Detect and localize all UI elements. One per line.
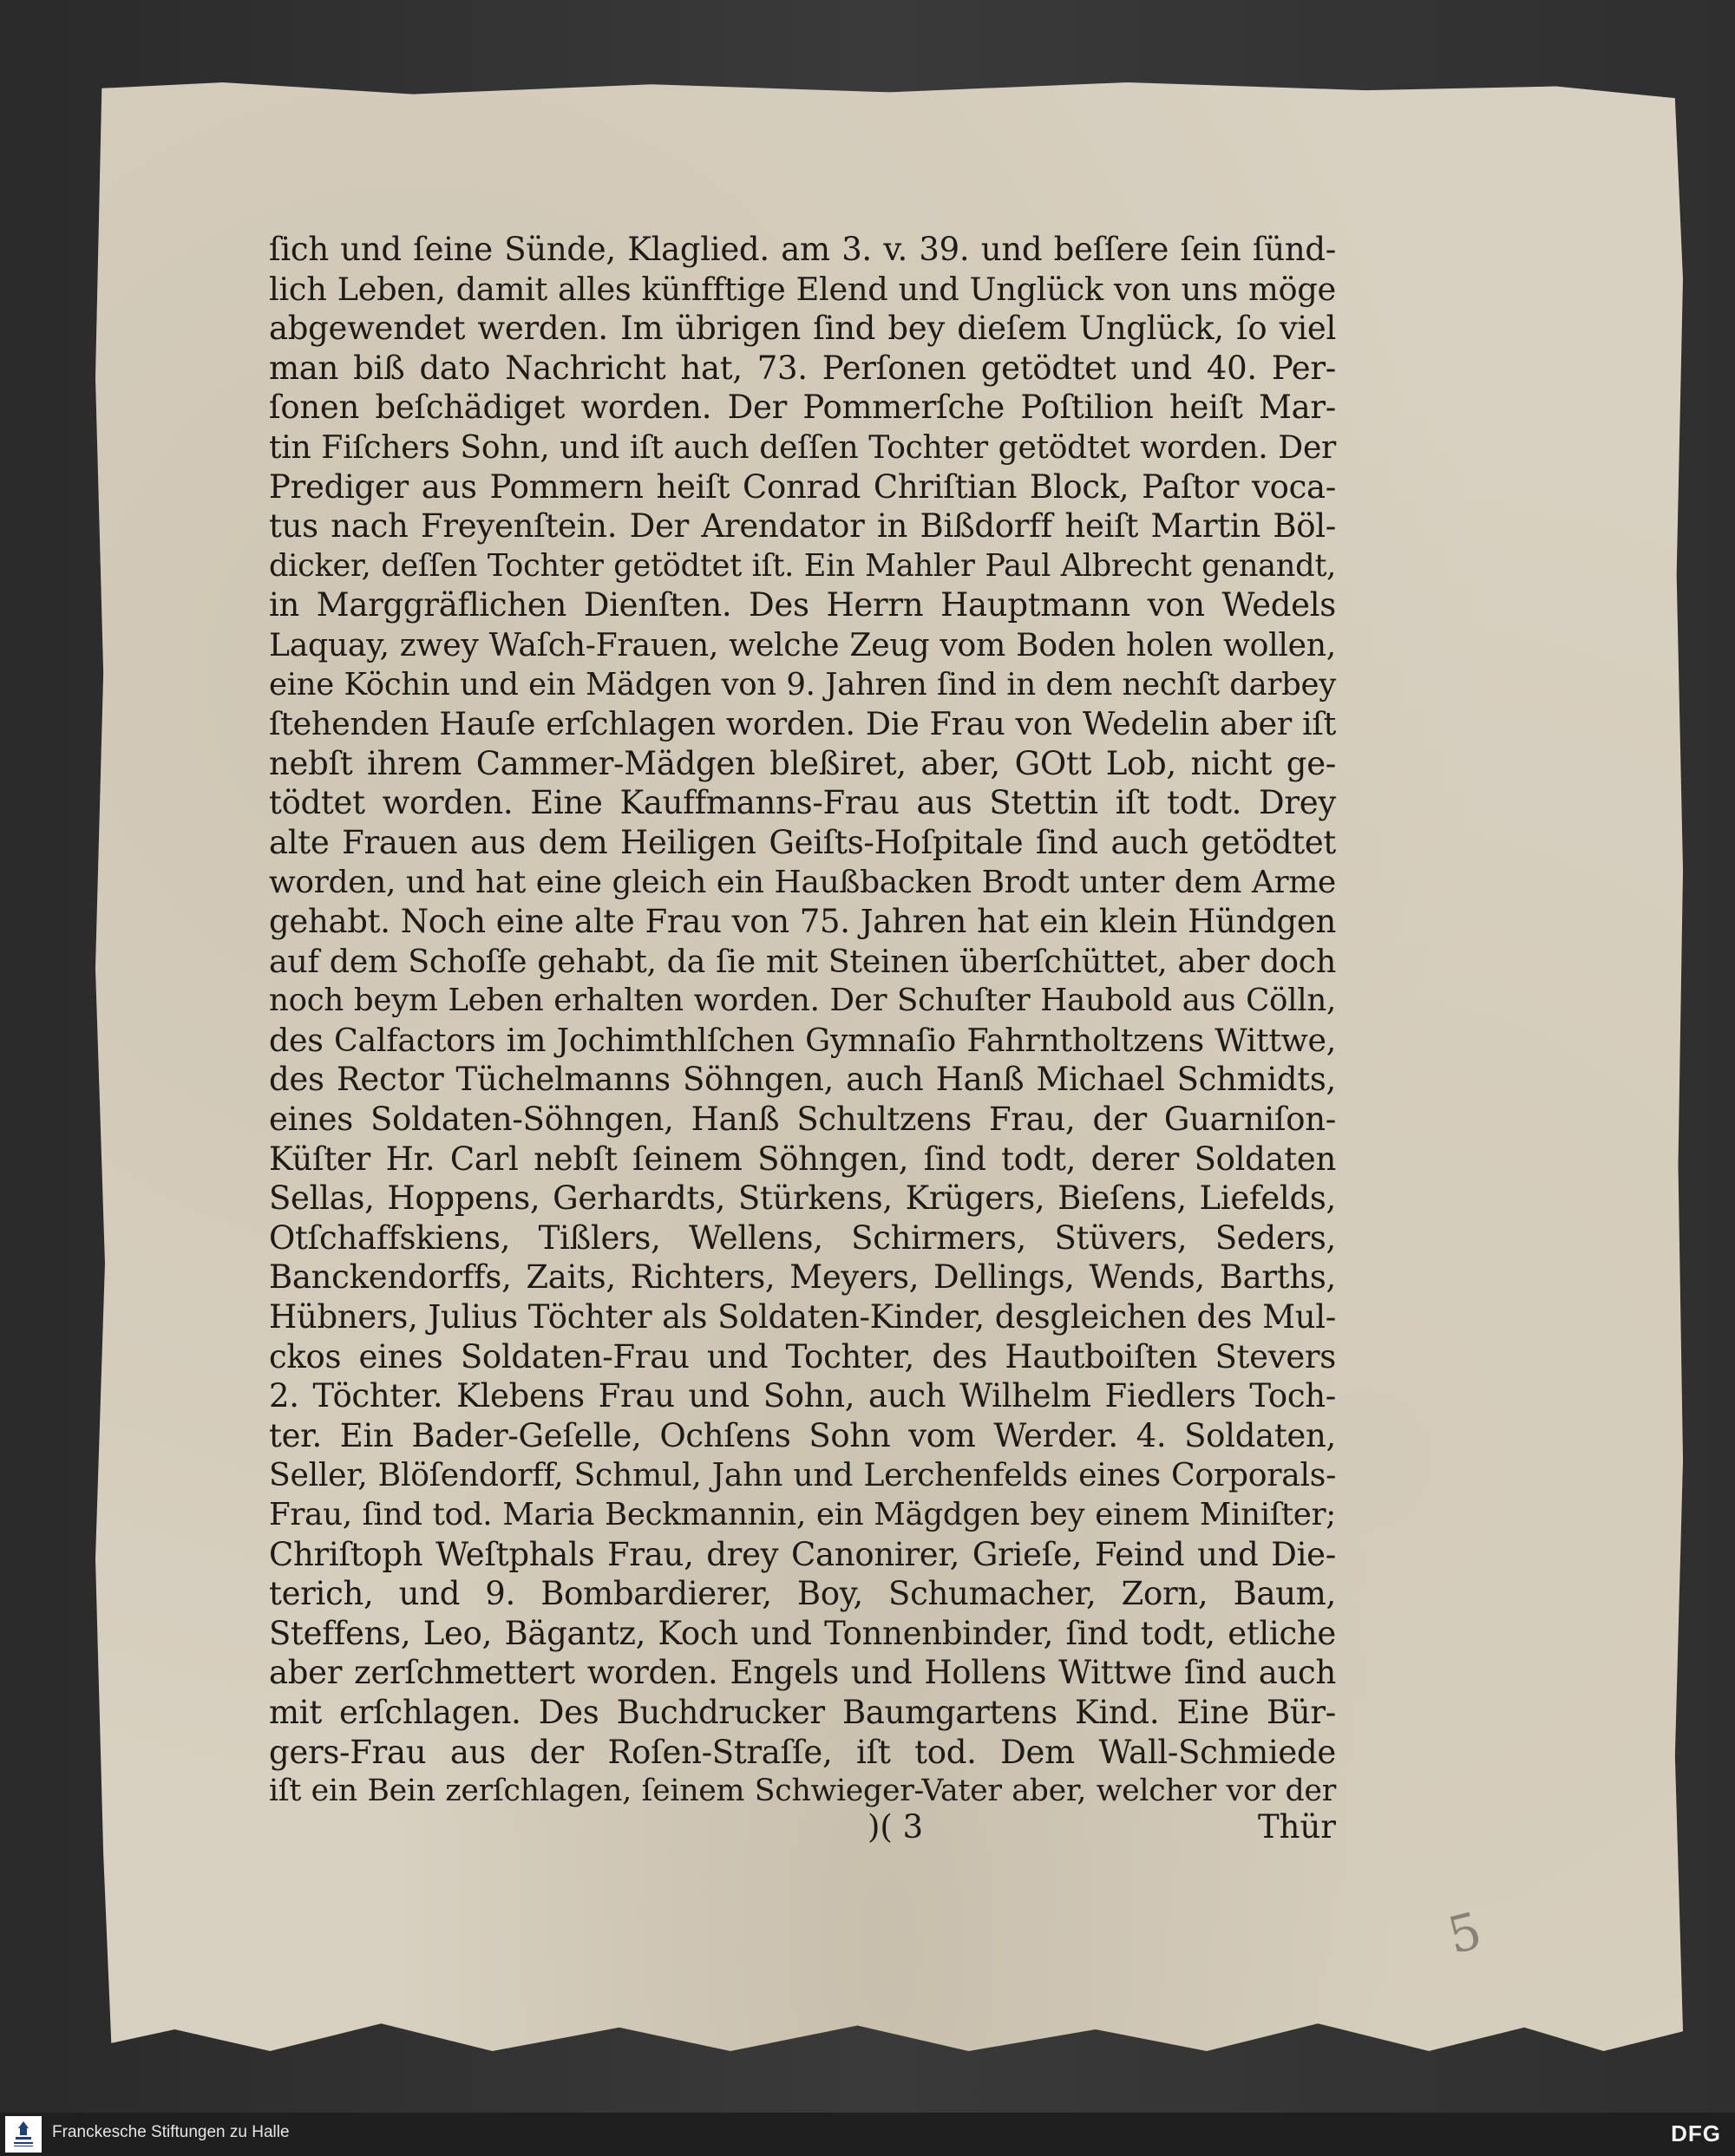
text-line: terich, und 9. Bombardierer, Boy, Schumacher, Zorn, Baum, [269,1575,1336,1613]
institution-logo-icon[interactable] [5,2116,42,2153]
text-line: gehabt. Noch eine alte Frau von 75. Jahren hat ein klein Hündgen [269,903,1336,941]
text-line: des Calfactors im Jochimthlſchen Gymnaſio Fahrntholtzens Wittwe, [269,1021,1336,1059]
text-line: man biß dato Nachricht hat, 73. Perſonen getödtet und 40. Per- [269,349,1336,387]
viewer-footer-bar [0,2113,1735,2156]
text-line: tus nach Freyenſtein. Der Arendator in Bißdorff heiſt Martin Böl- [269,507,1336,546]
signature-mark: )( 3 [868,1808,924,1846]
text-line: in Marggräflichen Dienſten. Des Herrn Hauptmann von Wedels [269,586,1336,624]
text-line: ſtehenden Hauſe erſchlagen worden. Die Frau von Wedelin aber iſt [269,705,1336,743]
text-line: mit erſchlagen. Des Buchdrucker Baumgartens Kind. Eine Bür- [269,1693,1336,1731]
text-line: eines Soldaten-Söhngen, Hanß Schultzens Frau, der Guarniſon- [269,1101,1336,1139]
text-block [269,230,1336,1812]
text-line: tin Fiſchers Sohn, und iſt auch deſſen Tochter getödtet worden. Der [269,428,1336,466]
text-line: noch beym Leben erhalten worden. Der Schuſter Haubold aus Cölln, [269,983,1336,1019]
text-line: abgewendet werden. Im übrigen ſind bey dieſem Unglück, ſo viel [269,310,1336,348]
dfg-logo[interactable]: DFG [1671,2120,1721,2146]
text-line: Otſchaffskiens, Tißlers, Wellens, Schirmers, Stüvers, Seders, [269,1218,1336,1257]
pencil-annotation: 5 [1442,1900,1488,1966]
text-line: worden, und hat eine gleich ein Haußbacken Brodt unter dem Arme [269,864,1336,900]
text-line: nebſt ihrem Cammer-Mädgen bleßiret, aber, GOtt Lob, nicht ge- [269,744,1336,782]
text-line: Frau, ſind tod. Maria Beckmannin, ein Mägdgen bey einem Miniſter; [269,1497,1336,1532]
text-line: aber zerſchmettert worden. Engels und Hollens Wittwe ſind auch [269,1654,1336,1692]
text-line: 2. Töchter. Klebens Frau und Sohn, auch Wilhelm Fiedlers Toch- [269,1377,1336,1415]
text-line: Banckendorffs, Zaits, Richters, Meyers, Dellings, Wends, Barths, [269,1258,1336,1297]
text-line: iſt ein Bein zerſchlagen, ſeinem Schwieger-Vater aber, welcher vor der [269,1774,1336,1809]
institution-name[interactable]: Franckesche Stiftungen zu Halle [52,2123,290,2141]
text-line: Prediger aus Pommern heiſt Conrad Chriſtian Block, Paſtor voca- [269,467,1336,506]
text-line: auf dem Schoſſe gehabt, da ſie mit Steinen überſchüttet, aber doch [269,942,1336,980]
text-line: dicker, deſſen Tochter getödtet iſt. Ein Mahler Paul Albrecht genandt, [269,547,1336,584]
text-line: Sellas, Hoppens, Gerhardts, Stürkens, Krügers, Bieſens, Liefelds, [269,1179,1336,1218]
text-line: Laquay, zwey Waſch-Frauen, welche Zeug vom Boden holen wollen, [269,625,1336,663]
text-line: des Rector Tüchelmanns Söhngen, auch Hanß Michael Schmidts, [269,1061,1336,1099]
text-line: tödtet worden. Eine Kauffmanns-Frau aus Stettin iſt todt. Drey [269,784,1336,822]
page-foot [269,1808,1336,1848]
text-line: ckos eines Soldaten-Frau und Tochter, des Hautboiſten Stevers [269,1337,1336,1375]
text-line: eine Köchin und ein Mädgen von 9. Jahren ſind in dem nechſt darbey [269,666,1336,702]
text-line: lich Leben, damit alles künfftige Elend und Unglück von uns möge [269,270,1336,308]
text-line: Küſter Hr. Carl nebſt ſeinem Söhngen, ſind todt, derer Soldaten [269,1140,1336,1178]
text-line: ſich und ſeine Sünde, Klaglied. am 3. v. 39. und beſſere ſein ſünd- [269,231,1336,268]
text-line: Steffens, Leo, Bägantz, Koch und Tonnenbinder, ſind todt, etliche [269,1614,1336,1652]
text-line: gers-Frau aus der Roſen-Straſſe, iſt tod. Dem Wall-Schmiede [269,1733,1336,1771]
text-line: alte Frauen aus dem Heiligen Geiſts-Hoſpitale ſind auch getödtet [269,823,1336,861]
text-line: Hübners, Julius Töchter als Soldaten-Kinder, desgleichen des Mul- [269,1298,1336,1336]
text-line: ſonen beſchädiget worden. Der Pommerſche Poſtilion heiſt Mar- [269,389,1336,427]
text-line: ter. Ein Bader-Geſelle, Ochſens Sohn vom Werder. 4. Soldaten, [269,1416,1336,1454]
text-line: Chriſtoph Weſtphals Frau, drey Canonirer, Grieſe, Feind und Die- [269,1535,1336,1573]
catchword: Thür [1257,1808,1336,1846]
text-line: Seller, Blöſendorff, Schmul, Jahn und Lerchenfelds eines Corporals- [269,1456,1336,1494]
